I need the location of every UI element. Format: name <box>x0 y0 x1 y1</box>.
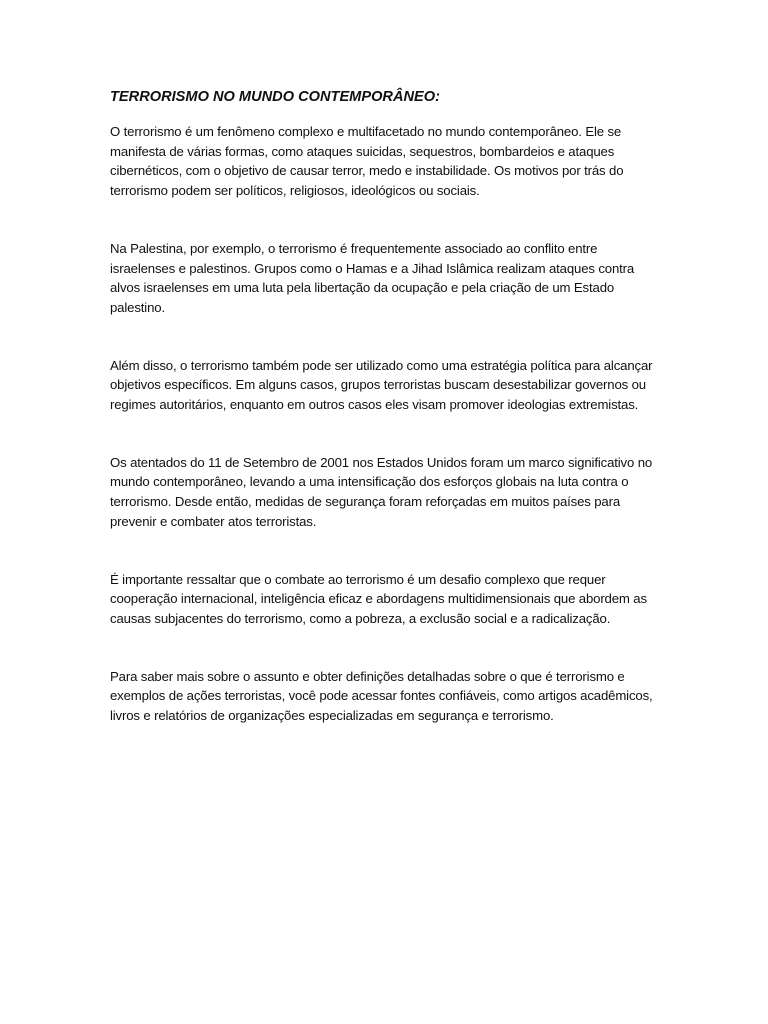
paragraph-combat: É importante ressaltar que o combate ao terrorismo é um desafio complexo que requer cooperação internacional, inteligência eficaz e abordagens multidimensionais que abordem as causas subjacentes do terrorismo, como a pobreza, a exclusão social e a radicalização. <box>110 571 647 626</box>
paragraph-further-reading: Para saber mais sobre o assunto e obter definições detalhadas sobre o que é terrorismo e exemplos de ações terroristas, você pode acessar fontes confiáveis, como artigos acadêmicos, livros e relatórios de organizações especializadas em segurança e terrorismo. <box>110 668 653 724</box>
paragraph-definition: O terrorismo é um fenômeno complexo e multifacetado no mundo contemporâneo. Ele se manifesta de várias formas, como ataques suicidas, sequestros, bombardeios e ataques cibernéticos, com o objetivo de causar terror, medo e instabilidade. Os motivos por trás do terrorismo podem ser políticos, religiosos, ideológicos ou sociais. <box>110 124 624 199</box>
document-title: TERRORISMO NO MUNDO CONTEMPORÂNEO: <box>110 89 440 105</box>
paragraph-palestine: Na Palestina, por exemplo, o terrorismo é frequentemente associado ao conflito entre israelenses e palestinos. Grupos como o Hamas e a Jihad Islâmica realizam ataques contra alvos israelenses em uma luta pela libertação da ocupação e pela criação de um Estado palestino. <box>110 240 635 315</box>
paragraph-political-strategy: Além disso, o terrorismo também pode ser utilizado como uma estratégia política para alcançar objetivos específicos. Em alguns casos, grupos terroristas buscam desestabilizar governos ou regimes autoritários, enquanto em outros casos eles visam promover ideologias extremistas. <box>110 357 653 413</box>
paragraph-september-11: Os atentados do 11 de Setembro de 2001 nos Estados Unidos foram um marco significativo no mundo contemporâneo, levando a uma intensificação dos esforços globais na luta contra o terrorismo. Desde então, medidas de segurança foram reforçadas em muitos países para prevenir e combater atos terroristas. <box>110 454 653 529</box>
document-body <box>110 86 658 726</box>
